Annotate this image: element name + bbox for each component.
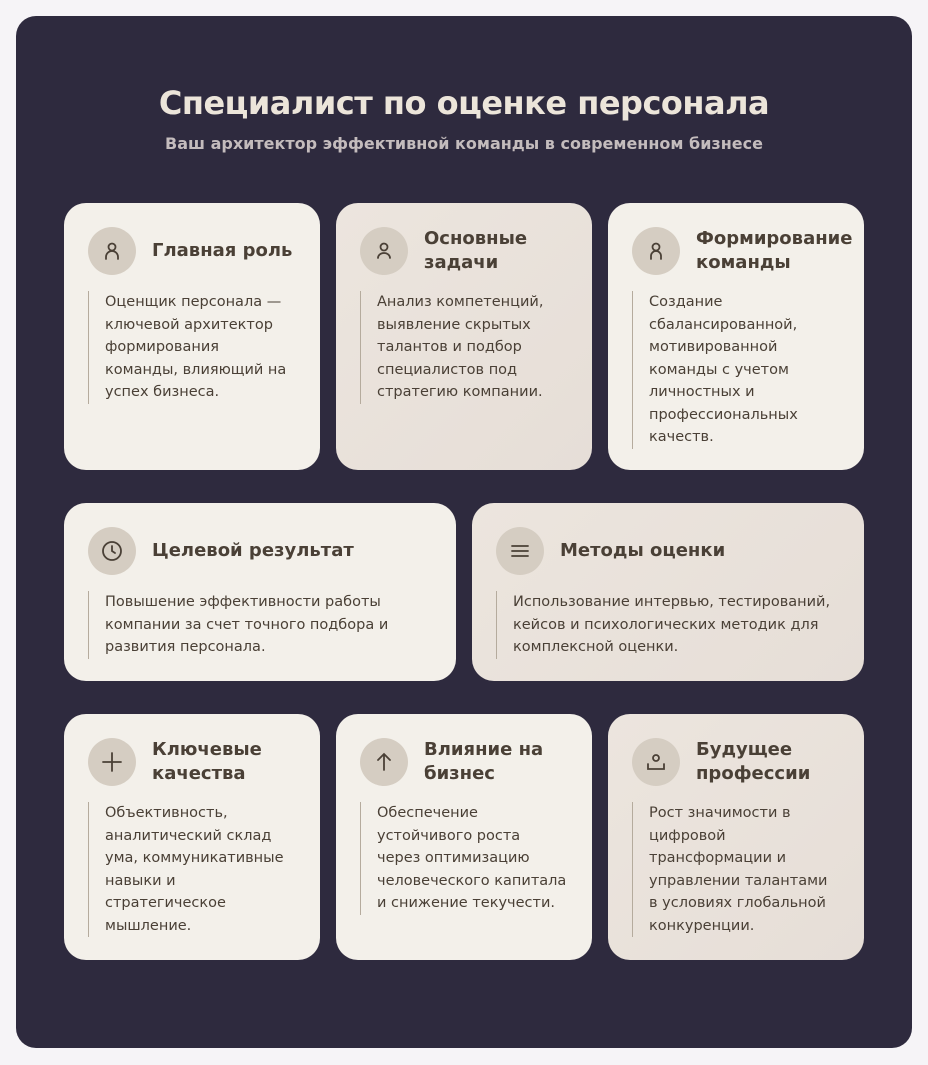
card-future <box>608 714 864 960</box>
card-text: Обеспечение устойчивого роста через оптимизацию человеческого капитала и снижение текучести. <box>360 802 568 915</box>
card-text: Объективность, аналитический склад ума, коммуникативные навыки и стратегическое мышление. <box>88 802 296 937</box>
card-title: Влияние на бизнес <box>424 739 544 784</box>
card-team-building <box>608 203 864 470</box>
card-main-role <box>64 203 320 470</box>
card-title: Методы оценки <box>560 540 726 561</box>
card-text: Использование интервью, тестирований, кейсов и психологических методик для комплексной оценки. <box>496 591 840 659</box>
card-text: Повышение эффективности работы компании за счет точного подбора и развития персонала. <box>88 591 432 659</box>
page-title: Специалист по оценке персонала <box>158 84 770 122</box>
card-title: Будущее профессии <box>696 739 811 784</box>
card-title: Основные задачи <box>424 228 528 273</box>
card-text: Оценщик персонала — ключевой архитектор формирования команды, влияющий на успех бизнеса. <box>88 291 296 404</box>
card-target-result <box>64 503 456 681</box>
card-title: Ключевые качества <box>152 739 262 784</box>
user-tray-icon <box>632 738 680 786</box>
card-title: Формирование команды <box>696 228 853 273</box>
card-title: Целевой результат <box>152 540 354 561</box>
card-text: Рост значимости в цифровой трансформации и управлении талантами в условиях глобальной конкуренции. <box>632 802 840 937</box>
user-icon <box>88 227 136 275</box>
card-text: Создание сбалансированной, мотивированной команды с учетом личностных и профессиональных качеств. <box>632 291 840 449</box>
card-key-qualities <box>64 714 320 960</box>
page-subtitle: Ваш архитектор эффективной команды в современном бизнесе <box>165 134 763 153</box>
card-title: Главная роль <box>152 240 293 261</box>
clock-icon <box>88 527 136 575</box>
plus-icon <box>88 738 136 786</box>
card-business-impact <box>336 714 592 960</box>
card-main-tasks <box>336 203 592 470</box>
user-icon <box>360 227 408 275</box>
menu-icon <box>496 527 544 575</box>
card-methods <box>472 503 864 681</box>
user-icon <box>632 227 680 275</box>
arrow-up-icon <box>360 738 408 786</box>
card-text: Анализ компетенций, выявление скрытых талантов и подбор специалистов под стратегию компании. <box>360 291 568 404</box>
